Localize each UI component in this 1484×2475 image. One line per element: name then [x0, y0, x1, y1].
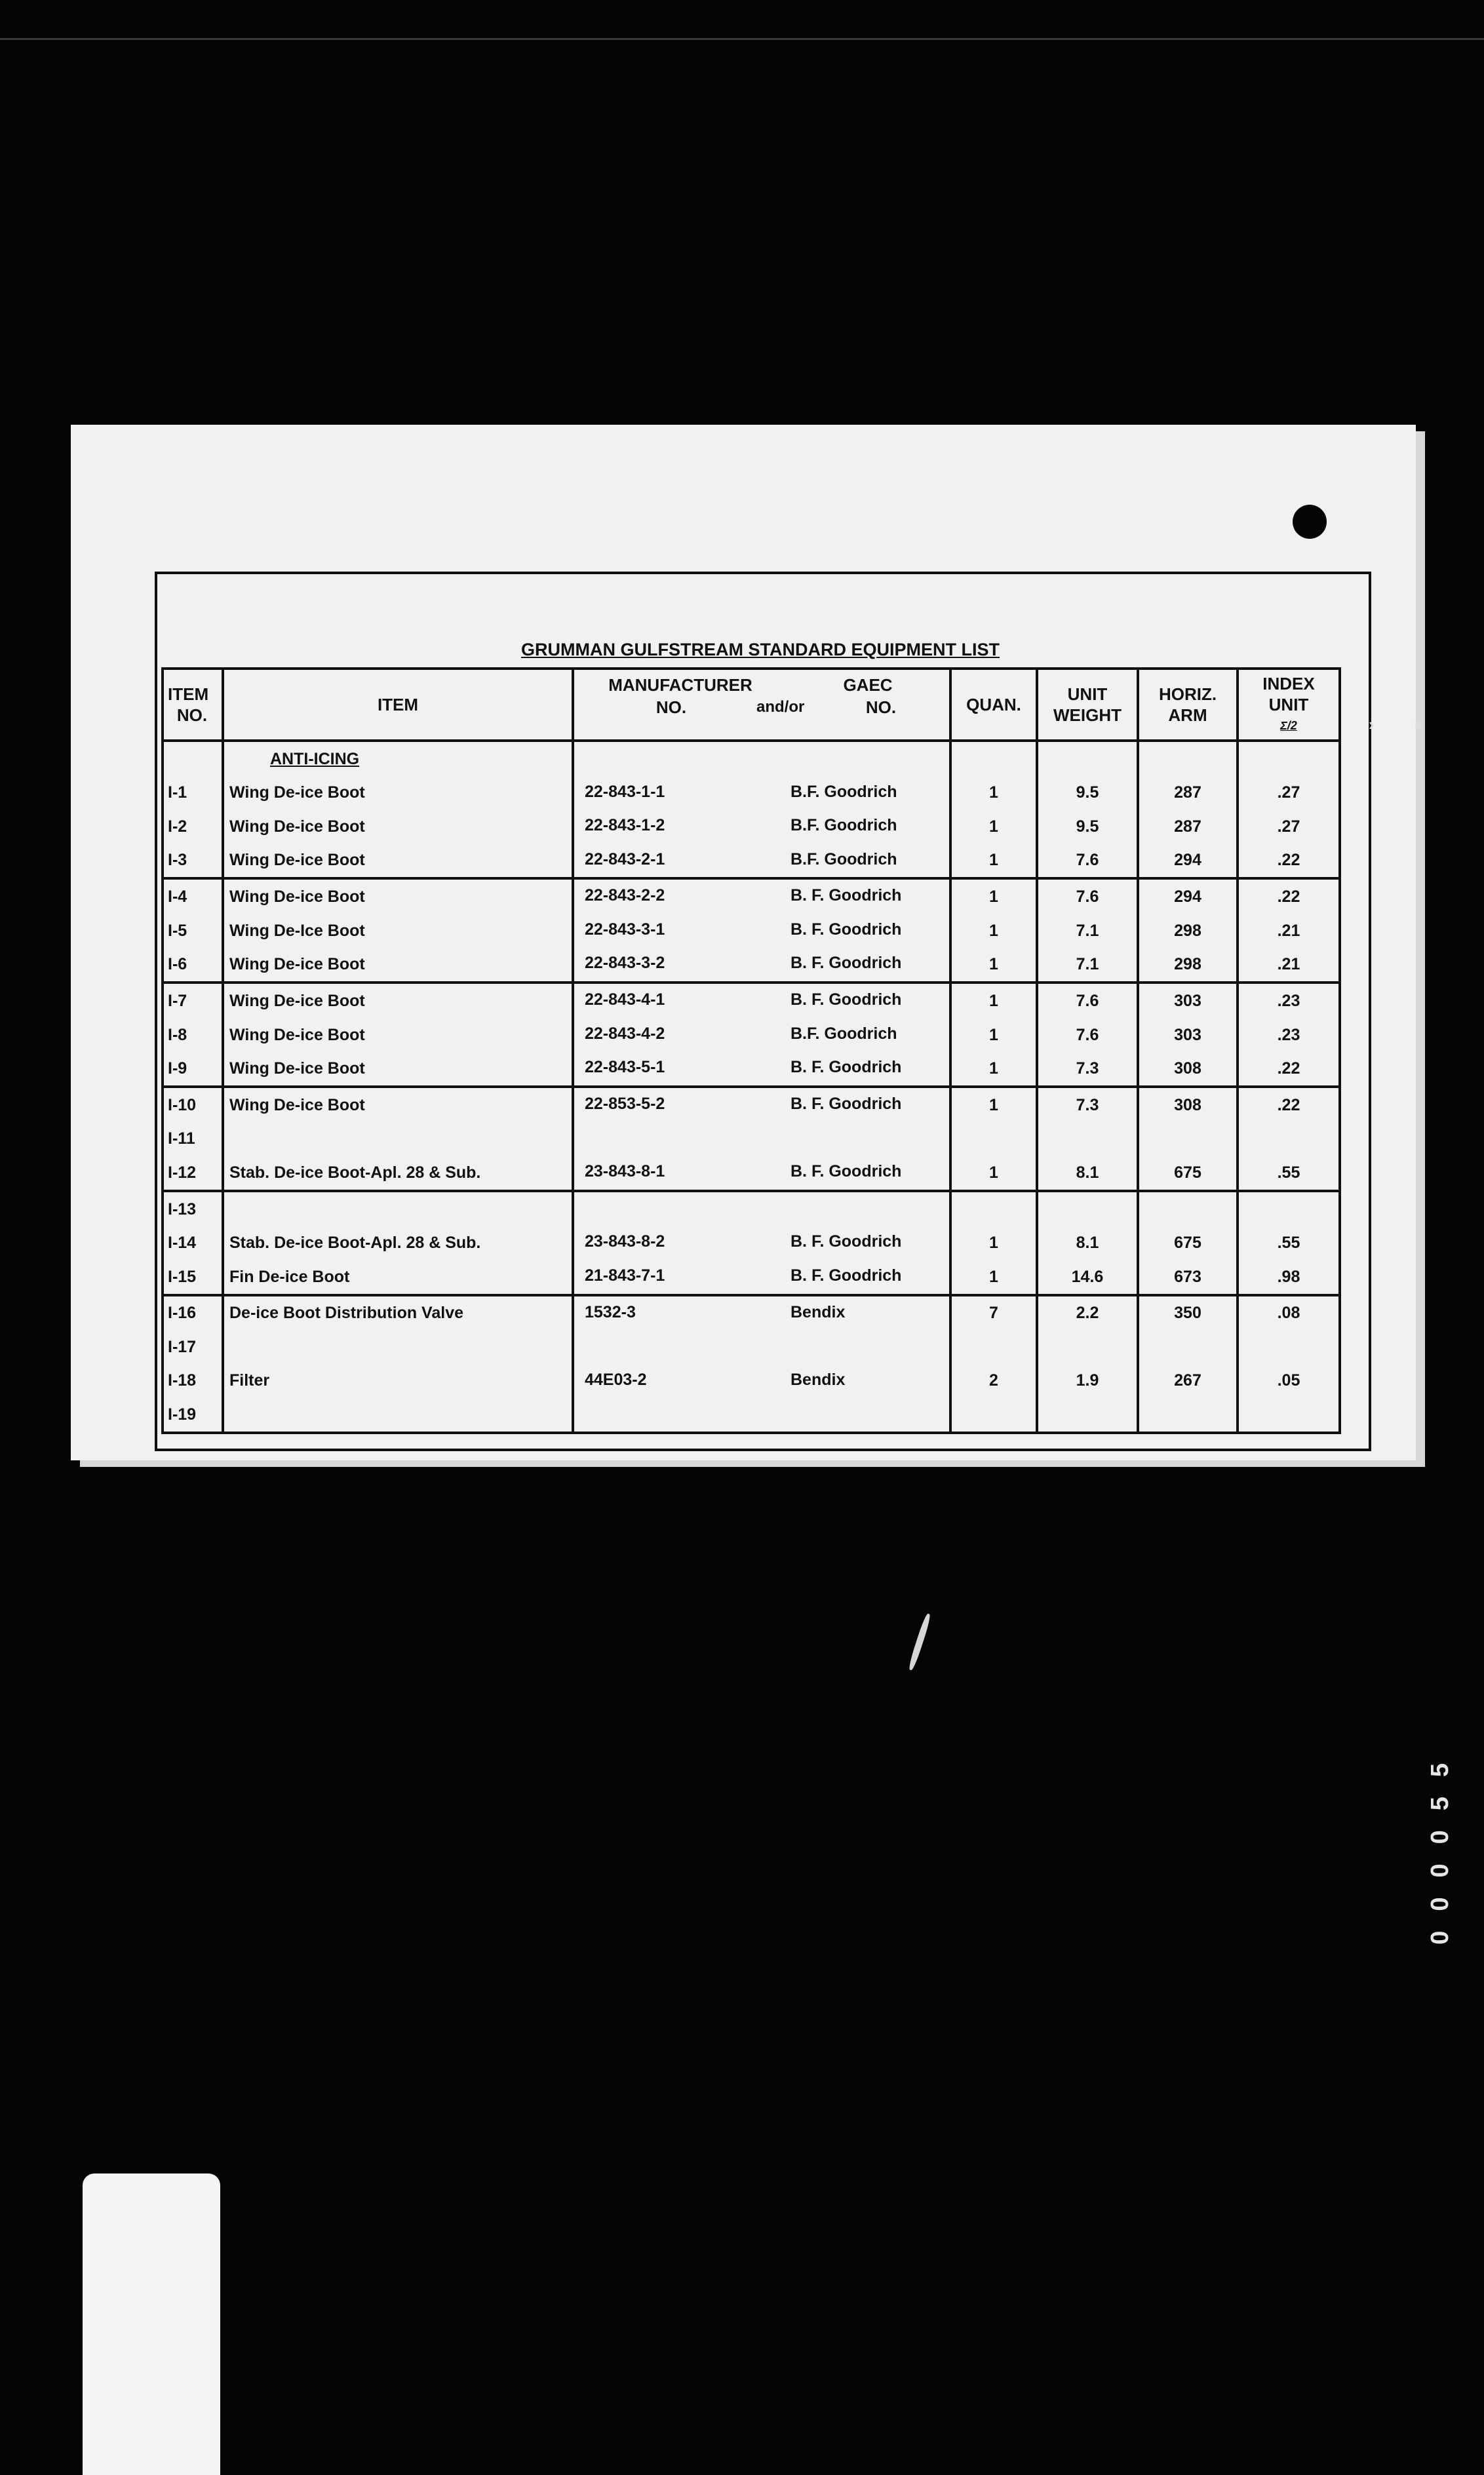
arrow-mark: ▸: [1416, 714, 1425, 734]
manufacturer-cell: [573, 1018, 950, 1052]
quantity-cell: 1: [950, 1226, 1037, 1260]
index-unit-cell: [1238, 1191, 1340, 1226]
table-row: [163, 1364, 1340, 1398]
section-heading: ANTI-ICING: [223, 741, 573, 776]
quantity-cell: [950, 1122, 1037, 1156]
item-cell: Stab. De-ice Boot-Apl. 28 & Sub.: [223, 1226, 573, 1260]
index-unit-cell: [1238, 1397, 1340, 1433]
film-edge-line: [0, 38, 1484, 40]
unit-weight-cell: 7.1: [1037, 914, 1138, 948]
table-row: [163, 1260, 1340, 1295]
unit-weight-cell: 7.1: [1037, 947, 1138, 983]
header-manufacturer: MANUFACTURER: [608, 675, 752, 695]
horiz-arm-cell: [1138, 1330, 1238, 1364]
gaec-number: B. F. Goodrich: [791, 1058, 902, 1077]
gaec-number: B. F. Goodrich: [791, 1232, 902, 1251]
manufacturer-number: 22-843-4-1: [585, 990, 665, 1009]
horiz-arm-cell: 675: [1138, 1226, 1238, 1260]
quantity-cell: [950, 1330, 1037, 1364]
punch-hole: [1293, 505, 1327, 539]
manufacturer-number: 22-853-5-2: [585, 1094, 665, 1113]
horiz-arm-cell: 298: [1138, 947, 1238, 983]
table-row: [163, 1156, 1340, 1191]
item-cell: Wing De-ice Boot: [223, 947, 573, 983]
item-cell: [223, 1397, 573, 1433]
manufacturer-cell: [573, 1051, 950, 1087]
table-row: [163, 1397, 1340, 1433]
section-row: [163, 741, 1340, 776]
index-unit-cell: .21: [1238, 947, 1340, 983]
item-cell: Fin De-ice Boot: [223, 1260, 573, 1295]
gaec-number: B. F. Goodrich: [791, 920, 902, 939]
item-no-cell: I-1: [163, 776, 223, 810]
quantity-cell: 1: [950, 809, 1037, 844]
item-no-cell: I-12: [163, 1156, 223, 1191]
item-no-cell: I-19: [163, 1397, 223, 1433]
gaec-number: Bendix: [791, 1302, 846, 1321]
manufacturer-cell: [573, 1330, 950, 1364]
gaec-number: B.F. Goodrich: [791, 816, 897, 835]
unit-weight-cell: [1037, 1191, 1138, 1226]
unit-weight-cell: 7.6: [1037, 878, 1138, 914]
table-row: [163, 1087, 1340, 1122]
index-unit-cell: .23: [1238, 1018, 1340, 1052]
unit-weight-cell: [1037, 1330, 1138, 1364]
equipment-table: [161, 667, 1341, 1434]
index-unit-cell: .21: [1238, 914, 1340, 948]
item-no-cell: I-11: [163, 1122, 223, 1156]
quantity-cell: [950, 1397, 1037, 1433]
horiz-arm-cell: 294: [1138, 844, 1238, 879]
manufacturer-number: 22-843-2-2: [585, 886, 665, 905]
table-row: [163, 1018, 1340, 1052]
item-no-cell: I-14: [163, 1226, 223, 1260]
table-row: [163, 1122, 1340, 1156]
quantity-cell: 1: [950, 1051, 1037, 1087]
table-row: [163, 1226, 1340, 1260]
table-row: [163, 1191, 1340, 1226]
header-gaec: GAEC: [843, 675, 893, 695]
item-cell: Wing De-ice Boot: [223, 776, 573, 810]
index-unit-cell: .22: [1238, 878, 1340, 914]
index-unit-cell: .22: [1238, 1087, 1340, 1122]
manufacturer-cell: [573, 776, 950, 810]
table-header-row: [163, 669, 1340, 741]
item-cell: [223, 1122, 573, 1156]
index-symbol: Σ/2: [1280, 719, 1297, 732]
item-no-cell: I-15: [163, 1260, 223, 1295]
item-no-cell: I-5: [163, 914, 223, 948]
arrow-mark: ›: [1369, 714, 1375, 734]
manufacturer-number: 23-843-8-1: [585, 1162, 665, 1181]
manufacturer-number: 22-843-5-1: [585, 1058, 665, 1077]
unit-weight-cell: 7.6: [1037, 1018, 1138, 1052]
unit-weight-cell: 7.3: [1037, 1051, 1138, 1087]
gaec-number: B.F. Goodrich: [791, 782, 897, 801]
manufacturer-cell: [573, 878, 950, 914]
header-horiz-arm: HORIZ. ARM: [1138, 669, 1238, 741]
header-quan: QUAN.: [950, 669, 1037, 741]
quantity-cell: 1: [950, 983, 1037, 1018]
table-row: [163, 809, 1340, 844]
manufacturer-cell: [573, 809, 950, 844]
horiz-arm-cell: [1138, 1122, 1238, 1156]
horiz-arm-cell: 294: [1138, 878, 1238, 914]
horiz-arm-cell: 298: [1138, 914, 1238, 948]
index-unit-cell: .27: [1238, 776, 1340, 810]
gaec-number: B.F. Goodrich: [791, 849, 897, 868]
manufacturer-cell: [573, 1364, 950, 1398]
header-item: ITEM: [223, 669, 573, 741]
manufacturer-cell: [573, 1295, 950, 1331]
item-cell: [223, 1330, 573, 1364]
index-unit-cell: .22: [1238, 1051, 1340, 1087]
manufacturer-number: 22-843-2-1: [585, 849, 665, 868]
horiz-arm-cell: [1138, 1191, 1238, 1226]
item-no-cell: I-2: [163, 809, 223, 844]
manufacturer-number: 23-843-8-2: [585, 1232, 665, 1251]
index-unit-cell: [1238, 1122, 1340, 1156]
index-unit-cell: .22: [1238, 844, 1340, 879]
horiz-arm-cell: 675: [1138, 1156, 1238, 1191]
item-cell: Filter: [223, 1364, 573, 1398]
quantity-cell: 1: [950, 914, 1037, 948]
gaec-number: B. F. Goodrich: [791, 886, 902, 905]
unit-weight-cell: 9.5: [1037, 776, 1138, 810]
table-row: [163, 914, 1340, 948]
manufacturer-cell: [573, 844, 950, 879]
horiz-arm-cell: 350: [1138, 1295, 1238, 1331]
item-no-cell: I-6: [163, 947, 223, 983]
unit-weight-cell: 14.6: [1037, 1260, 1138, 1295]
horiz-arm-cell: 303: [1138, 983, 1238, 1018]
manufacturer-number: 22-843-4-2: [585, 1024, 665, 1043]
item-cell: De-ice Boot Distribution Valve: [223, 1295, 573, 1331]
horiz-arm-cell: [1138, 1397, 1238, 1433]
manufacturer-cell: [573, 1260, 950, 1295]
header-unit-weight: UNIT WEIGHT: [1037, 669, 1138, 741]
item-cell: Wing De-ice Boot: [223, 809, 573, 844]
quantity-cell: [950, 1191, 1037, 1226]
manufacturer-number: 44E03-2: [585, 1370, 647, 1389]
item-no-cell: I-4: [163, 878, 223, 914]
manufacturer-cell: [573, 1226, 950, 1260]
gaec-number: B. F. Goodrich: [791, 990, 902, 1009]
manufacturer-number: 22-843-1-2: [585, 816, 665, 835]
index-unit-cell: .23: [1238, 983, 1340, 1018]
item-no-cell: I-18: [163, 1364, 223, 1398]
index-unit-cell: .55: [1238, 1156, 1340, 1191]
film-tab: [83, 2173, 220, 2475]
horiz-arm-cell: 673: [1138, 1260, 1238, 1295]
unit-weight-cell: 8.1: [1037, 1226, 1138, 1260]
horiz-arm-cell: 267: [1138, 1364, 1238, 1398]
item-cell: Wing De-Ice Boot: [223, 914, 573, 948]
gaec-number: B.F. Goodrich: [791, 1024, 897, 1043]
quantity-cell: 2: [950, 1364, 1037, 1398]
manufacturer-cell: [573, 914, 950, 948]
unit-weight-cell: [1037, 1397, 1138, 1433]
manufacturer-cell: [573, 947, 950, 983]
quantity-cell: 1: [950, 1156, 1037, 1191]
item-no-cell: I-17: [163, 1330, 223, 1364]
table-row: [163, 776, 1340, 810]
item-no-cell: I-9: [163, 1051, 223, 1087]
header-item-no: ITEM NO.: [163, 669, 223, 741]
item-no-cell: I-7: [163, 983, 223, 1018]
table-row: [163, 1330, 1340, 1364]
quantity-cell: 1: [950, 878, 1037, 914]
manufacturer-cell: [573, 983, 950, 1018]
gaec-number: B. F. Goodrich: [791, 1094, 902, 1113]
item-no-cell: I-16: [163, 1295, 223, 1331]
header-andor: and/or: [756, 698, 805, 716]
unit-weight-cell: 9.5: [1037, 809, 1138, 844]
item-no-cell: I-3: [163, 844, 223, 879]
table-row: [163, 1051, 1340, 1087]
quantity-cell: 1: [950, 1087, 1037, 1122]
manufacturer-cell: [573, 1156, 950, 1191]
unit-weight-cell: [1037, 1122, 1138, 1156]
item-cell: Wing De-ice Boot: [223, 844, 573, 879]
manufacturer-number: 1532-3: [585, 1302, 636, 1321]
manufacturer-number: 21-843-7-1: [585, 1266, 665, 1285]
manufacturer-cell: [573, 1087, 950, 1122]
index-unit-cell: [1238, 1330, 1340, 1364]
index-unit-cell: .27: [1238, 809, 1340, 844]
header-index-unit: INDEX UNIT Σ/2: [1238, 669, 1340, 741]
item-cell: Wing De-ice Boot: [223, 983, 573, 1018]
manufacturer-cell: [573, 1191, 950, 1226]
quantity-cell: 1: [950, 947, 1037, 983]
manufacturer-number: 22-843-1-1: [585, 782, 665, 801]
item-cell: Wing De-ice Boot: [223, 1087, 573, 1122]
frame-number-stamp: 000055: [1426, 1744, 1454, 1945]
item-cell: [223, 1191, 573, 1226]
item-cell: Wing De-ice Boot: [223, 1051, 573, 1087]
quantity-cell: 7: [950, 1295, 1037, 1331]
item-cell: Stab. De-ice Boot-Apl. 28 & Sub.: [223, 1156, 573, 1191]
quantity-cell: 1: [950, 776, 1037, 810]
gaec-number: B. F. Goodrich: [791, 1266, 902, 1285]
unit-weight-cell: 2.2: [1037, 1295, 1138, 1331]
gaec-number: B. F. Goodrich: [791, 954, 902, 973]
gaec-number: B. F. Goodrich: [791, 1162, 902, 1181]
header-manufacturer-gaec: MANUFACTURER GAEC NO. and/or NO.: [573, 669, 950, 741]
unit-weight-cell: 7.6: [1037, 844, 1138, 879]
manufacturer-number: 22-843-3-2: [585, 954, 665, 973]
unit-weight-cell: 1.9: [1037, 1364, 1138, 1398]
item-no-cell: I-13: [163, 1191, 223, 1226]
item-no-cell: I-8: [163, 1018, 223, 1052]
table-row: [163, 844, 1340, 879]
table-row: [163, 947, 1340, 983]
unit-weight-cell: 8.1: [1037, 1156, 1138, 1191]
item-cell: Wing De-ice Boot: [223, 878, 573, 914]
document-title: GRUMMAN GULFSTREAM STANDARD EQUIPMENT LIST: [521, 640, 1000, 659]
horiz-arm-cell: 308: [1138, 1051, 1238, 1087]
manufacturer-number: 22-843-3-1: [585, 920, 665, 939]
index-unit-cell: .55: [1238, 1226, 1340, 1260]
index-unit-cell: .98: [1238, 1260, 1340, 1295]
film-scratch: [907, 1613, 931, 1671]
index-unit-cell: .05: [1238, 1364, 1340, 1398]
horiz-arm-cell: 308: [1138, 1087, 1238, 1122]
index-unit-cell: .08: [1238, 1295, 1340, 1331]
quantity-cell: 1: [950, 1018, 1037, 1052]
horiz-arm-cell: 287: [1138, 776, 1238, 810]
horiz-arm-cell: 303: [1138, 1018, 1238, 1052]
item-no-cell: I-10: [163, 1087, 223, 1122]
horiz-arm-cell: 287: [1138, 809, 1238, 844]
unit-weight-cell: 7.6: [1037, 983, 1138, 1018]
gaec-number: Bendix: [791, 1370, 846, 1389]
quantity-cell: 1: [950, 844, 1037, 879]
table-row: [163, 878, 1340, 914]
item-cell: Wing De-ice Boot: [223, 1018, 573, 1052]
unit-weight-cell: 7.3: [1037, 1087, 1138, 1122]
table-row: [163, 983, 1340, 1018]
table-row: [163, 1295, 1340, 1331]
manufacturer-cell: [573, 1397, 950, 1433]
manufacturer-cell: [573, 1122, 950, 1156]
quantity-cell: 1: [950, 1260, 1037, 1295]
